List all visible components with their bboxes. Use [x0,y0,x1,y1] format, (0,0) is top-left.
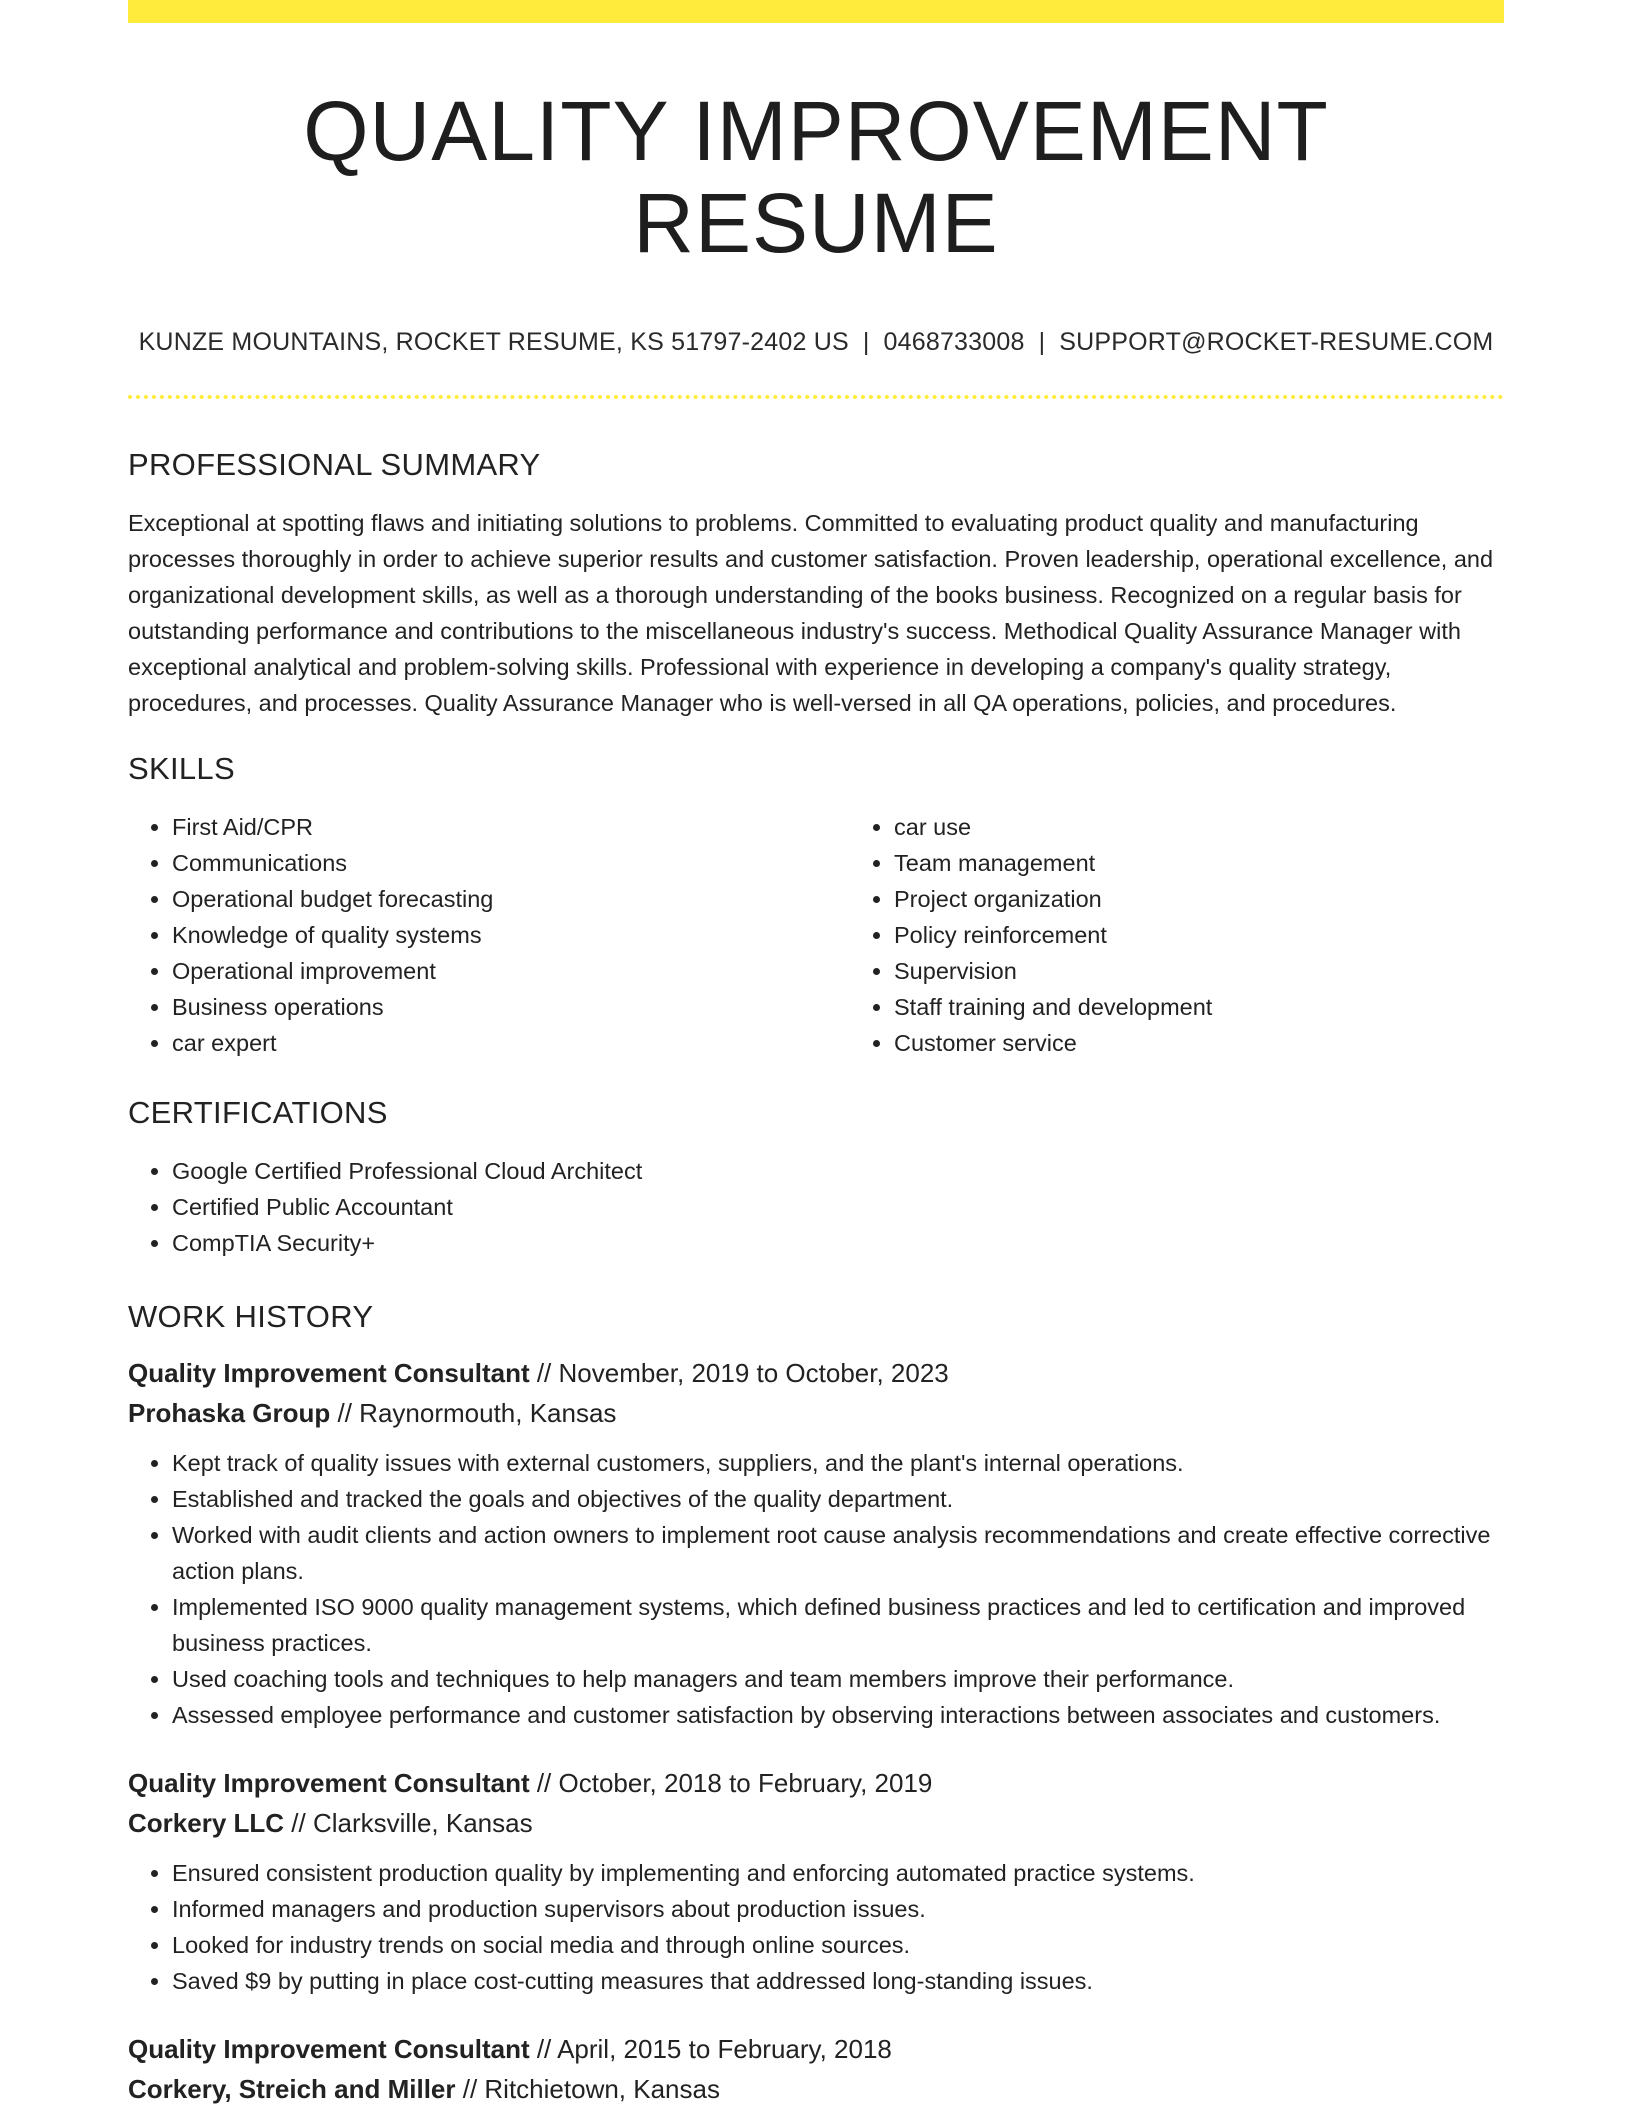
contact-email: SUPPORT@ROCKET-RESUME.COM [1059,327,1494,356]
skills-heading: SKILLS [128,750,235,786]
certifications-section [128,1095,1504,1261]
job-entry [128,1353,1504,1733]
contact-separator: | [1038,327,1046,356]
job-bullet: • Assessed employee performance and customer satisfaction by observing interactions between associates and customers. [172,1697,1504,1733]
job-title: Quality Improvement Consultant [128,2033,530,2064]
job-location: // Clarksville, Kansas [284,1807,533,1838]
work-history-section [128,1299,1504,2109]
contact-line [128,328,1504,357]
skill-item: • Supervision [894,953,1572,989]
skill-item: • Project organization [894,881,1572,917]
job-bullet: • Implemented ISO 9000 quality management systems, which defined business practices and led to certification and improved business practices. [172,1589,1504,1661]
job-bullet: • Used coaching tools and techniques to help managers and team members improve their performance. [172,1661,1504,1697]
summary-heading: PROFESSIONAL SUMMARY [128,446,541,482]
job-dates: // April, 2015 to February, 2018 [529,2033,892,2064]
skill-item: • Customer service [894,1025,1572,1061]
job-title-line [128,2029,1504,2069]
certification-item: • Certified Public Accountant [172,1189,1504,1225]
skill-item: • Team management [894,845,1572,881]
contact-address: KUNZE MOUNTAINS, ROCKET RESUME, KS 51797-2402 US [138,327,849,356]
job-company-line [128,2069,1504,2109]
job-company: Corkery, Streich and Miller [128,2073,456,2104]
skills-list-right [850,809,1572,1061]
job-company: Prohaska Group [128,1397,331,1428]
resume-title: QUALITY IMPROVEMENT RESUME [303,84,1329,271]
job-entry [128,1763,1504,1999]
job-title-line [128,1763,1504,1803]
dotted-divider [128,395,1504,399]
job-company-line [128,1803,1504,1843]
job-entry [128,2029,1504,2109]
skill-item: • Policy reinforcement [894,917,1572,953]
certification-item: • CompTIA Security+ [172,1225,1504,1261]
contact-phone: 0468733008 [883,327,1025,356]
summary-text: Exceptional at spotting flaws and initiating solutions to problems. Committed to evaluating product quality and manufacturing processes thoroughly in order to achieve superior results and customer satisfaction. Proven leadership, operational excellence, and organizational development skills, as well as a thorough understanding of the books business. Recognized on a regular basis for outstanding performance and contributions to the miscellaneous industry's success. Methodical Quality Assurance Manager with exceptional analytical and problem-solving skills. Professional with experience in developing a company's quality strategy, procedures, and processes. Quality Assurance Manager who is well-versed in all QA operations, policies, and procedures. [128,509,1494,716]
skill-item: • Communications [172,845,850,881]
job-bullet: • Looked for industry trends on social media and through online sources. [172,1927,1504,1963]
job-title: Quality Improvement Consultant [128,1767,530,1798]
skills-grid [128,809,1504,1061]
skill-item: • car use [894,809,1572,845]
skill-item: • Knowledge of quality systems [172,917,850,953]
skills-list-left [128,809,850,1061]
work-history-heading: WORK HISTORY [128,1298,374,1334]
job-company-line [128,1393,1504,1433]
job-dates: // October, 2018 to February, 2019 [529,1767,933,1798]
top-accent-bar [128,0,1504,23]
job-location: // Raynormouth, Kansas [330,1397,617,1428]
resume-page [128,0,1504,2109]
skill-item: • First Aid/CPR [172,809,850,845]
skill-item: • Staff training and development [894,989,1572,1025]
skill-item: • Operational improvement [172,953,850,989]
skill-item: • Business operations [172,989,850,1025]
job-bullet: • Ensured consistent production quality by implementing and enforcing automated practice systems. [172,1855,1504,1891]
summary-section [128,447,1504,721]
job-bullet: • Worked with audit clients and action owners to implement root cause analysis recommendations and create effective corrective action plans. [172,1517,1504,1589]
skills-section [128,751,1504,1061]
skill-item: • car expert [172,1025,850,1061]
certifications-list [128,1153,1504,1261]
job-title-line [128,1353,1504,1393]
job-bullet: • Saved $9 by putting in place cost-cutting measures that addressed long-standing issues. [172,1963,1504,1999]
contact-separator: | [862,327,870,356]
certifications-heading: CERTIFICATIONS [128,1094,388,1130]
job-dates: // November, 2019 to October, 2023 [529,1357,949,1388]
job-bullet: • Informed managers and production supervisors about production issues. [172,1891,1504,1927]
job-location: // Ritchietown, Kansas [455,2073,720,2104]
job-bullets [128,1445,1504,1733]
job-title: Quality Improvement Consultant [128,1357,530,1388]
job-bullet: • Kept track of quality issues with external customers, suppliers, and the plant's internal operations. [172,1445,1504,1481]
job-bullet: • Established and tracked the goals and objectives of the quality department. [172,1481,1504,1517]
skill-item: • Operational budget forecasting [172,881,850,917]
certification-item: • Google Certified Professional Cloud Architect [172,1153,1504,1189]
job-bullets [128,1855,1504,1999]
job-company: Corkery LLC [128,1807,285,1838]
